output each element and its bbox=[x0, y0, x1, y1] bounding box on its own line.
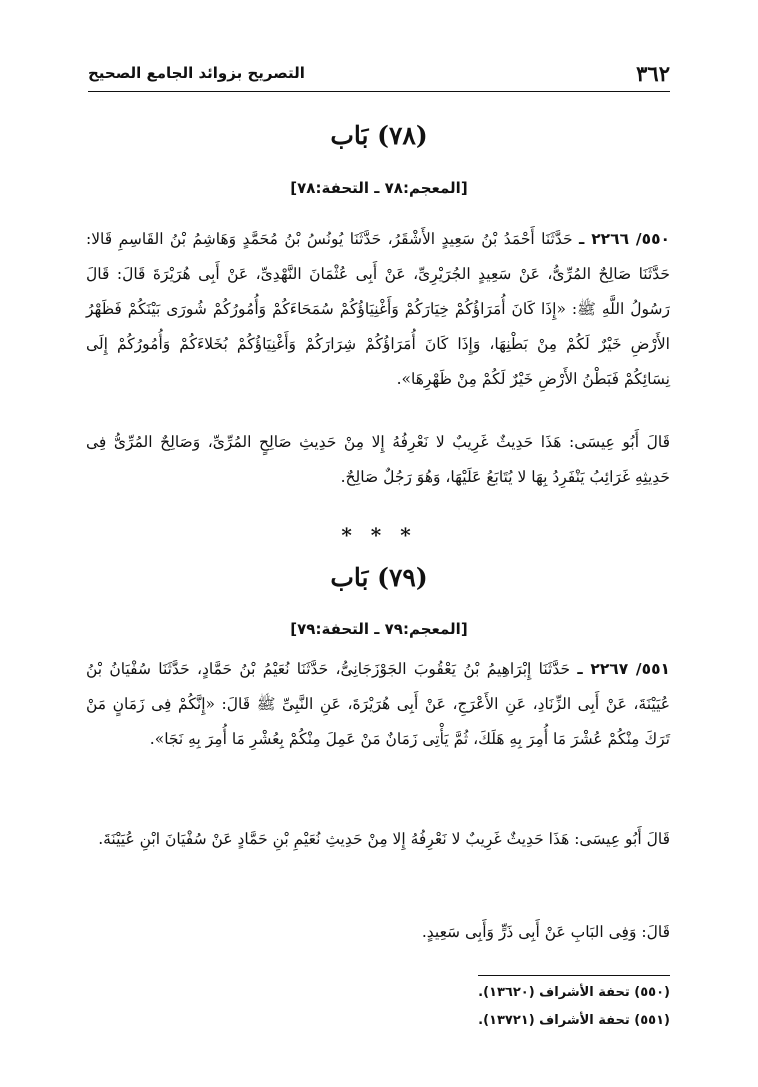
page-number: ٣٦٢ bbox=[636, 60, 670, 86]
footnote-rule bbox=[478, 975, 670, 976]
chapter-78-reference: [المعجم:٧٨ ـ التحفة:٧٨] bbox=[290, 179, 468, 197]
hadith-550-comment: قَالَ أَبُو عِيسَى: هَذَا حَدِيثٌ غَرِيبٌ لا نَعْرِفُهُ إِلا مِنْ حَدِيثِ صَالِحٍ المُرِّىِّ، وَصَالِحٌ المُرِّىُّ فِى حَدِيثِهِ غَرَائِبُ يَنْفَرِدُ بِهَا لا يُتَابَعُ عَلَيْهَا، وَهُوَ رَجُلٌ صَالِحٌ. bbox=[86, 433, 670, 486]
hadith-550-number: ٥٥٠/ ٢٢٦٦ ـ bbox=[579, 230, 670, 248]
hadith-551 bbox=[86, 652, 670, 757]
footnote-550: (٥٥٠) تحفة الأشراف (١٣٦٢٠). bbox=[478, 985, 670, 1000]
header-rule bbox=[88, 91, 670, 92]
hadith-551-comment: قَالَ أَبُو عِيسَى: هَذَا حَدِيثٌ غَرِيبٌ لا نَعْرِفُهُ إِلا مِنْ حَدِيثِ نُعَيْمِ بْنِ حَمَّادٍ عَنْ سُفْيَانَ ابْنِ عُيَيْنَةَ. bbox=[98, 830, 670, 848]
hadith-551-text: حَدَّثَنَا إِبْرَاهِيمُ بْنُ يَعْقُوبَ الجَوْزَجَانِىُّ، حَدَّثَنَا نُعَيْمُ بْنُ حَمَّادٍ، حَدَّثَنَا سُفْيَانُ بْنُ عُيَيْنَةَ، عَنْ أَبِى الزِّنَادِ، عَنِ الأَعْرَجِ، عَنْ أَبِى هُرَيْرَةَ، عَنِ النَّبِىِّ ﷺ قَالَ: «إِنَّكُمْ فِى زَمَانٍ مَنْ تَرَكَ مِنْكُمْ عُشْرَ مَا أُمِرَ بِهِ هَلَكَ، ثُمَّ يَأْتِى زَمَانٌ مَنْ عَمِلَ مِنْكُمْ بِعُشْرِ مَا أُمِرَ بِهِ نَجَا». bbox=[86, 660, 670, 748]
section-divider: * * * bbox=[341, 523, 417, 547]
page-header bbox=[88, 58, 670, 88]
running-title: التصريح بزوائد الجامع الصحيح bbox=[88, 64, 305, 82]
hadith-550 bbox=[86, 222, 670, 397]
footnote-551: (٥٥١) تحفة الأشراف (١٣٧٢١). bbox=[478, 1013, 670, 1028]
hadith-551-number: ٥٥١/ ٢٢٦٧ ـ bbox=[577, 660, 670, 678]
chapter-79-title: (٧٩) بَاب bbox=[330, 563, 428, 592]
chapter-79-reference: [المعجم:٧٩ ـ التحفة:٧٩] bbox=[290, 620, 468, 638]
hadith-551-comment-2: قَالَ: وَفِى البَابِ عَنْ أَبِى ذَرٍّ وَأَبِى سَعِيدٍ. bbox=[421, 923, 670, 941]
chapter-78-title: (٧٨) بَاب bbox=[330, 121, 428, 150]
hadith-550-text: حَدَّثَنَا أَحْمَدُ بْنُ سَعِيدٍ الأَشْقَرُ، حَدَّثَنَا يُونُسُ بْنُ مُحَمَّدٍ وَهَاشِمُ بْنُ القَاسِمِ قَالا: حَدَّثَنَا صَالِحٌ المُرِّىُّ، عَنْ سَعِيدٍ الجُرَيْرِىِّ، عَنْ أَبِى عُثْمَانَ النَّهْدِىِّ، عَنْ أَبِى هُرَيْرَةَ قَالَ: قَالَ رَسُولُ اللَّهِ ﷺ: «إِذَا كَانَ أُمَرَاؤُكُمْ خِيَارَكُمْ وَأَغْنِيَاؤُكُمْ سُمَحَاءَكُمْ وَأُمُورُكُمْ شُورَى بَيْنَكُمْ فَظَهْرُ الأَرْضِ خَيْرٌ لَكُمْ مِنْ بَطْنِهَا، وَإِذَا كَانَ أُمَرَاؤُكُمْ شِرَارَكُمْ وَأَغْنِيَاؤُكُمْ بُخَلاءَكُمْ وَأُمُورُكُمْ إِلَى نِسَائِكُمْ فَبَطْنُ الأَرْضِ خَيْرٌ لَكُمْ مِنْ ظَهْرِهَا». bbox=[86, 230, 670, 388]
